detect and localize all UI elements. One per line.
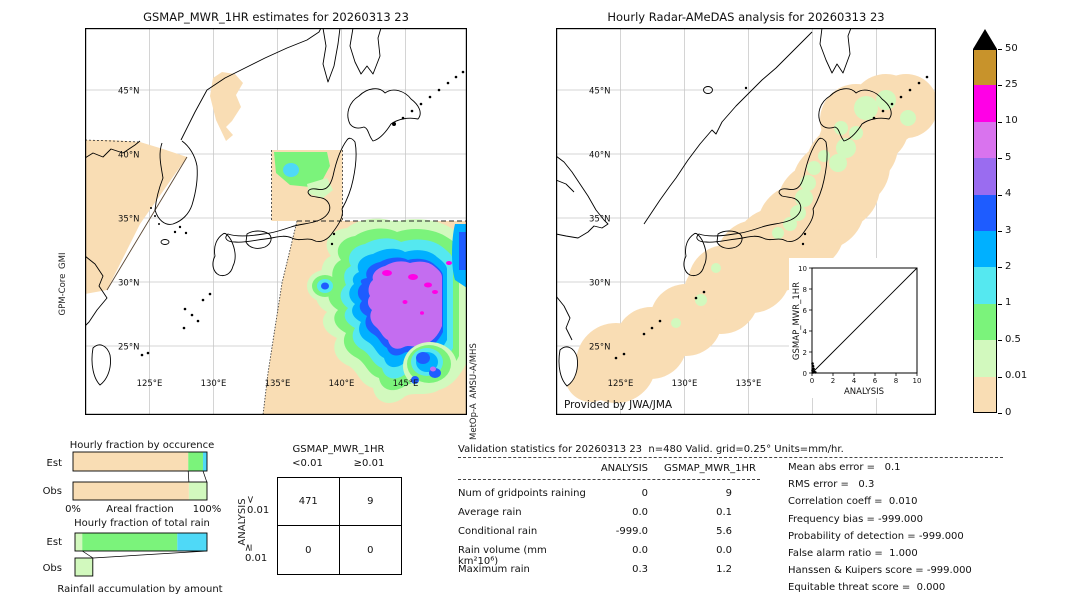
inset-ytick: 10	[798, 265, 807, 273]
score-line: Mean abs error = 0.1	[788, 462, 901, 473]
inset-ytick: 2	[802, 349, 807, 357]
score-line: Probability of detection = -999.000	[788, 530, 964, 542]
score-line: False alarm ratio = 1.000	[788, 548, 918, 560]
contingency-row-axis: ANALYSIS	[237, 498, 248, 546]
colorbar-tick-mark	[998, 158, 1002, 159]
inset-xtick: 6	[872, 377, 878, 385]
occurrence-est-bar	[73, 452, 207, 471]
contingency-cell-miss: 0	[278, 526, 340, 574]
validation-row: Rain volume (mm km²10⁶) 0.0 0.0	[458, 545, 732, 567]
occurrence-est-label: Est	[46, 458, 62, 469]
colorbar-tick-label: 1	[1005, 297, 1012, 309]
validation-row: Conditional rain -999.0 5.6	[458, 526, 732, 537]
lat-label: 30°N	[589, 278, 611, 289]
colorbar-tick-label: 50	[1005, 42, 1018, 54]
colorbar-tick-mark	[998, 85, 1002, 86]
axis-0pct: 0%	[65, 504, 81, 515]
right-map-title: Hourly Radar-AMeDAS analysis for 20260313 23	[607, 10, 885, 24]
validation-title: Validation statistics for 20260313 23 n=480 Valid. grid=0.25° Units=mm/hr.	[458, 444, 844, 455]
contingency-table	[277, 477, 402, 575]
lon-label: 135°E	[735, 379, 762, 389]
contingency-col-label-2: ≥0.01	[353, 458, 385, 469]
colorbar-tick-mark	[998, 231, 1002, 232]
inset-scatter	[789, 258, 935, 398]
inset-ylabel: GSMAP_MWR_1HR	[792, 281, 802, 361]
occurrence-obs-bar	[73, 482, 207, 500]
score-line: Equitable threat score = 0.000	[788, 582, 946, 594]
inset-ytick: 0	[802, 370, 807, 378]
contingency-col-label-1: <0.01	[292, 458, 323, 469]
inset-xtick: 0	[809, 377, 815, 385]
validation-row: Average rain 0.0 0.1	[458, 507, 732, 518]
inset-xtick: 2	[830, 377, 836, 385]
left-map-source-label-gmi: GPM-Core GMI	[58, 252, 68, 316]
total-rain-est-label: Est	[46, 537, 62, 548]
contingency-row-label-2: ≥0.01	[243, 543, 268, 564]
contingency-cell-hit-none: 471	[278, 478, 340, 526]
total-rain-footer: Rainfall accumulation by amount	[57, 584, 223, 595]
inset-ytick: 4	[802, 328, 807, 336]
contingency-title: GSMAP_MWR_1HR	[292, 444, 385, 455]
fraction-charts	[30, 433, 265, 601]
lon-label: 135°E	[264, 379, 291, 389]
colorbar-tick-mark	[998, 304, 1002, 305]
colorbar-tick-label: 2	[1005, 260, 1012, 272]
inset-xtick: 8	[893, 377, 899, 385]
colorbar-tick-label: 0.01	[1005, 370, 1028, 382]
axis-areal-fraction: Areal fraction	[106, 504, 174, 515]
colorbar-tick-mark	[998, 340, 1002, 341]
total-rain-est-bar	[75, 533, 207, 551]
contingency-cell-hit: 0	[367, 544, 374, 556]
total-rain-obs-bar	[75, 558, 93, 576]
inset-xtick: 4	[851, 377, 857, 385]
lat-label: 40°N	[589, 150, 611, 161]
validation-col-header-analysis: ANALYSIS	[600, 463, 648, 474]
occurrence-title: Hourly fraction by occurence	[69, 440, 215, 451]
credit-label: Provided by JWA/JMA	[564, 399, 673, 411]
colorbar-tick-mark	[998, 122, 1002, 123]
lat-label: 25°N	[118, 342, 140, 353]
colorbar-tick-label: 0.5	[1005, 333, 1021, 345]
score-line: Correlation coeff = 0.010	[788, 496, 918, 508]
occurrence-obs-label: Obs	[42, 486, 62, 497]
left-map	[85, 28, 467, 415]
lon-label: 125°E	[607, 379, 634, 389]
colorbar-tick-mark	[998, 267, 1002, 268]
lon-label: 130°E	[200, 379, 227, 389]
total-rain-obs-label: Obs	[42, 563, 62, 574]
colorbar	[973, 29, 1073, 429]
lat-label: 35°N	[589, 214, 611, 225]
lat-label: 45°N	[589, 86, 611, 97]
lat-label: 30°N	[118, 278, 140, 289]
colorbar-tick-mark	[998, 377, 1002, 378]
inset-xlabel: ANALYSIS	[843, 387, 885, 397]
colorbar-tick-label: 10	[1005, 115, 1018, 127]
colorbar-tick-mark	[998, 49, 1002, 50]
divider-dashed-mid	[458, 479, 760, 480]
inset-ytick: 6	[802, 307, 807, 315]
inset-xtick: 10	[912, 377, 922, 385]
inset-ytick: 8	[802, 286, 807, 294]
validation-col-header-gsmap: GSMAP_MWR_1HR	[664, 463, 756, 474]
axis-100pct: 100%	[192, 504, 222, 515]
colorbar-overflow-arrow-icon	[973, 29, 997, 49]
right-map	[556, 28, 936, 415]
contingency-cell-false-alarm: 9	[340, 478, 402, 526]
validation-row: Num of gridpoints raining 0 9	[458, 488, 732, 499]
total-rain-title: Hourly fraction of total rain	[74, 518, 210, 529]
lat-label: 25°N	[589, 342, 611, 353]
lat-label: 35°N	[118, 214, 140, 225]
colorbar-tick-mark	[998, 195, 1002, 196]
colorbar-tick-label: 3	[1005, 224, 1012, 236]
left-map-title: GSMAP_MWR_1HR estimates for 20260313 23	[143, 10, 409, 24]
contingency-row-label-1: <0.01	[245, 495, 270, 516]
divider-dashed-top	[458, 457, 1003, 458]
left-map-source-label-amsu: MetOp-A AMSU-A/MHS	[469, 343, 479, 440]
validation-row: Maximum rain 0.3 1.2	[458, 564, 732, 575]
lon-label: 145°E	[392, 379, 419, 389]
lon-label: 130°E	[671, 379, 698, 389]
score-line: Hanssen & Kuipers score = -999.000	[788, 565, 972, 577]
lon-label: 140°E	[328, 379, 355, 389]
colorbar-tick-label: 25	[1005, 78, 1018, 90]
colorbar-tick-label: 4	[1005, 188, 1012, 200]
colorbar-frame	[973, 49, 997, 413]
colorbar-tick-mark	[998, 413, 1002, 414]
lon-label: 125°E	[136, 379, 163, 389]
colorbar-tick-label: 0	[1005, 406, 1012, 418]
colorbar-tick-label: 5	[1005, 151, 1012, 163]
validation-scores	[788, 459, 972, 597]
lat-label: 45°N	[118, 86, 140, 97]
score-line: RMS error = 0.3	[788, 479, 875, 491]
score-line: Frequency bias = -999.000	[788, 513, 923, 525]
lat-label: 40°N	[118, 150, 140, 161]
